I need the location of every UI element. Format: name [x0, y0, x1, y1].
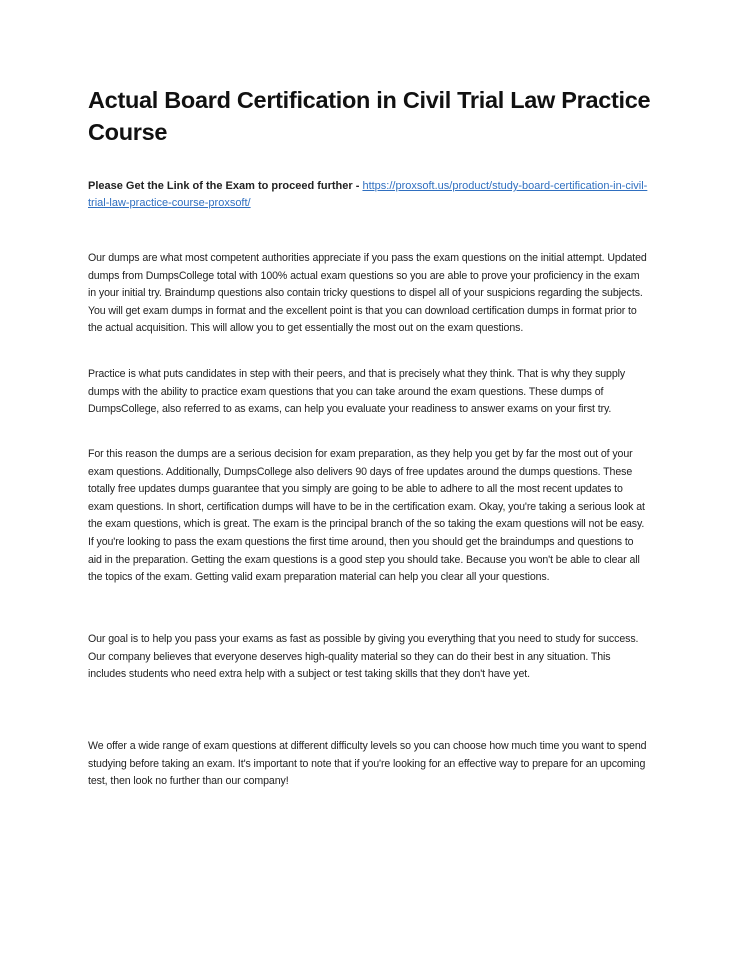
page-title: Actual Board Certification in Civil Trial Law Practice Course [88, 87, 651, 145]
exam-link[interactable]: https://proxsoft.us/product/study-board-certification-in-civil-trial-law-practice-course-proxsoft/ [88, 180, 648, 209]
paragraph-2: Practice is what puts candidates in step with their peers, and that is precisely what they think. That is why they supply dumps with the ability to practice exam questions that you can take around the exam questions. These dumps of DumpsCollege, also referred to as exams, can help you evaluate your readiness to answer exams on your first try. [88, 368, 626, 416]
paragraph-1: Our dumps are what most competent authorities appreciate if you pass the exam questions on the initial attempt. Updated dumps from DumpsCollege total with 100% actual exam questions so you are able to prove your proficiency in the exam in your initial try. Braindump questions also contain tricky questions to dispel all of your suspicions regarding the subjects. You will get exam dumps in format and the excellent point is that you can download certification dumps in format prior to the actual acquisition. This will allow you to get essentially the most out on the exam questions. [88, 252, 647, 335]
exam-link-line [88, 178, 648, 212]
paragraph-4: Our goal is to help you pass your exams as fast as possible by giving you everything that you need to study for success. Our company believes that everyone deserves high-quality material so they can do their best in any situation. This includes students who need extra help with a subject or test taking skills that they don't have yet. [88, 633, 639, 681]
paragraph-3: For this reason the dumps are a serious decision for exam preparation, as they help you get by far the most out of your exam questions. Additionally, DumpsCollege also delivers 90 days of free updates around the dumps questions. These totally free updates dumps guarantee that you simply are going to be able to adhere to all the most recent updates to exam questions. In short, certification dumps will have to be in the certification exam. Okay, you're taking a serious look at the exam questions, which is great. The exam is the principal branch of the so taking the exam questions will not be easy. If you're looking to pass the exam questions the first time around, then you should get the braindumps and questions to aid in the preparation. Getting the exam questions is a good step you should take. Because you won't be able to clear all the topics of the exam. Getting valid exam preparation material can help you clear all your questions. [88, 448, 645, 584]
paragraph-5: We offer a wide range of exam questions at different difficulty levels so you can choose how much time you want to spend studying before taking an exam. It's important to note that if you're looking for an effective way to prepare for an upcoming test, then look no further than our company! [88, 740, 647, 788]
link-label: Please Get the Link of the Exam to proceed further - [88, 180, 360, 192]
